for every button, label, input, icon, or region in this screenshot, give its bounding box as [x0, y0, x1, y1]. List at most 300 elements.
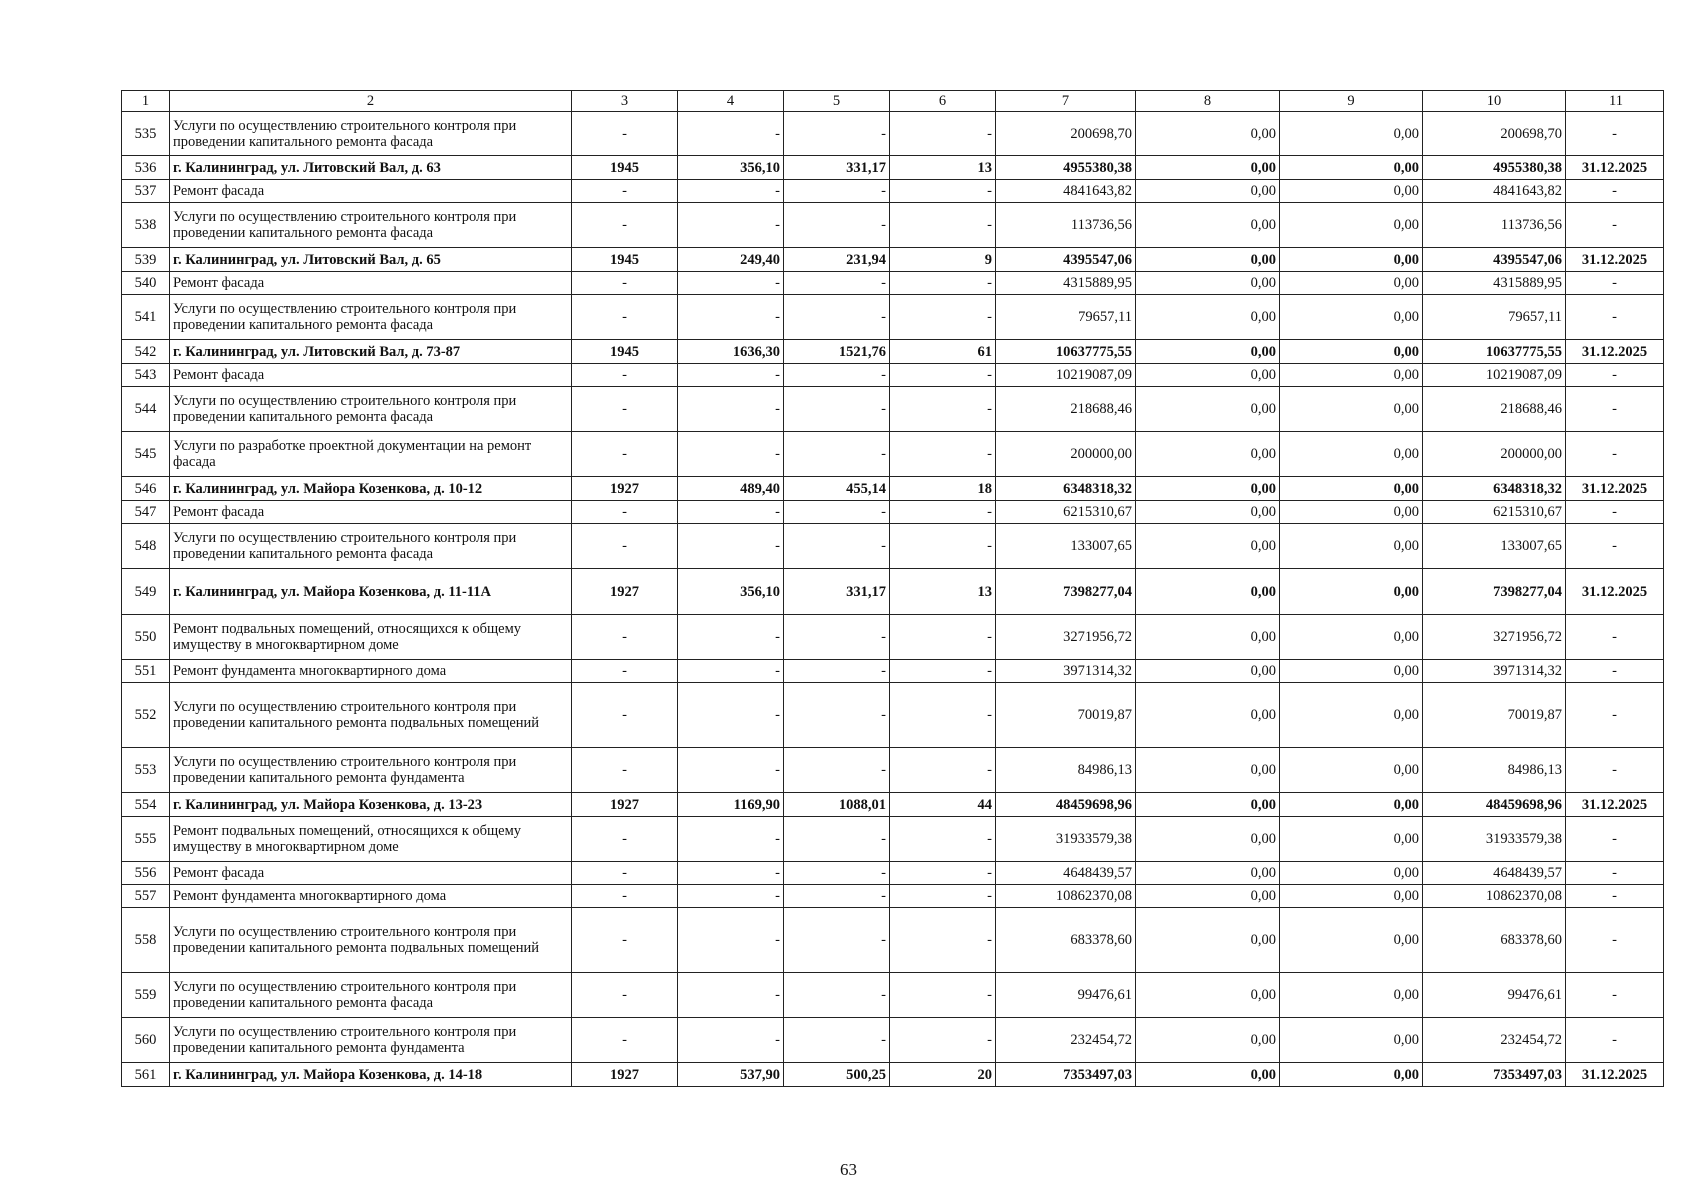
total-cost-cell: 10637775,55 [996, 340, 1136, 364]
description-cell: Услуги по осуществлению строительного контроля при проведении капитального ремонта фасада [170, 112, 572, 156]
living-area-cell: - [784, 683, 890, 748]
cost-cell-col9: 0,00 [1280, 908, 1423, 973]
work-item-row [122, 180, 1664, 203]
description-cell: Услуги по осуществлению строительного контроля при проведении капитального ремонта подвальных помещений [170, 683, 572, 748]
description-cell: Ремонт фасада [170, 272, 572, 295]
row-number-cell: 561 [122, 1063, 170, 1087]
cost-cell-col9: 0,00 [1280, 793, 1423, 817]
cost-cell-col9: 0,00 [1280, 1018, 1423, 1063]
living-area-cell: 331,17 [784, 156, 890, 180]
cost-cell-col8: 0,00 [1136, 660, 1280, 683]
total-area-cell: - [678, 524, 784, 569]
total-cost-cell: 200000,00 [996, 432, 1136, 477]
total-cost-cell: 31933579,38 [996, 817, 1136, 862]
address-row [122, 156, 1664, 180]
residents-count-cell: - [890, 295, 996, 340]
cost-cell-col10: 4395547,06 [1423, 248, 1566, 272]
completion-date-cell: - [1566, 817, 1664, 862]
cost-cell-col10: 4955380,38 [1423, 156, 1566, 180]
year-built-cell: - [572, 432, 678, 477]
total-area-cell: 537,90 [678, 1063, 784, 1087]
cost-cell-col8: 0,00 [1136, 340, 1280, 364]
cost-cell-col9: 0,00 [1280, 477, 1423, 501]
year-built-cell: - [572, 683, 678, 748]
total-area-cell: - [678, 862, 784, 885]
living-area-cell: - [784, 660, 890, 683]
cost-cell-col10: 4841643,82 [1423, 180, 1566, 203]
living-area-cell: - [784, 817, 890, 862]
cost-cell-col8: 0,00 [1136, 683, 1280, 748]
total-area-cell: 249,40 [678, 248, 784, 272]
cost-cell-col9: 0,00 [1280, 524, 1423, 569]
total-cost-cell: 218688,46 [996, 387, 1136, 432]
column-number-header: 1 [122, 91, 170, 112]
work-item-row [122, 203, 1664, 248]
residents-count-cell: 9 [890, 248, 996, 272]
total-area-cell: 1169,90 [678, 793, 784, 817]
cost-cell-col8: 0,00 [1136, 248, 1280, 272]
cost-cell-col8: 0,00 [1136, 477, 1280, 501]
cost-cell-col9: 0,00 [1280, 295, 1423, 340]
cost-cell-col9: 0,00 [1280, 387, 1423, 432]
year-built-cell: - [572, 112, 678, 156]
description-cell: г. Калининград, ул. Майора Козенкова, д. 10-12 [170, 477, 572, 501]
row-number-cell: 537 [122, 180, 170, 203]
description-cell: Ремонт фундамента многоквартирного дома [170, 885, 572, 908]
completion-date-cell: - [1566, 615, 1664, 660]
row-number-cell: 551 [122, 660, 170, 683]
total-area-cell: - [678, 973, 784, 1018]
year-built-cell: - [572, 501, 678, 524]
completion-date-cell: - [1566, 364, 1664, 387]
description-cell: Ремонт фасада [170, 862, 572, 885]
work-item-row [122, 524, 1664, 569]
column-number-header: 9 [1280, 91, 1423, 112]
row-number-cell: 557 [122, 885, 170, 908]
year-built-cell: - [572, 524, 678, 569]
residents-count-cell: - [890, 180, 996, 203]
column-number-header-row [122, 91, 1664, 112]
residents-count-cell: - [890, 885, 996, 908]
completion-date-cell: 31.12.2025 [1566, 1063, 1664, 1087]
cost-cell-col10: 683378,60 [1423, 908, 1566, 973]
residents-count-cell: - [890, 501, 996, 524]
cost-cell-col10: 4648439,57 [1423, 862, 1566, 885]
description-cell: Услуги по осуществлению строительного контроля при проведении капитального ремонта фасада [170, 387, 572, 432]
description-cell: Услуги по осуществлению строительного контроля при проведении капитального ремонта фасада [170, 973, 572, 1018]
cost-cell-col10: 70019,87 [1423, 683, 1566, 748]
total-cost-cell: 10219087,09 [996, 364, 1136, 387]
cost-cell-col9: 0,00 [1280, 501, 1423, 524]
cost-cell-col10: 7398277,04 [1423, 569, 1566, 615]
total-cost-cell: 6348318,32 [996, 477, 1136, 501]
year-built-cell: - [572, 180, 678, 203]
cost-cell-col10: 113736,56 [1423, 203, 1566, 248]
work-item-row [122, 748, 1664, 793]
cost-cell-col8: 0,00 [1136, 432, 1280, 477]
row-number-cell: 550 [122, 615, 170, 660]
year-built-cell: 1927 [572, 793, 678, 817]
cost-cell-col8: 0,00 [1136, 615, 1280, 660]
cost-cell-col9: 0,00 [1280, 203, 1423, 248]
cost-cell-col10: 48459698,96 [1423, 793, 1566, 817]
completion-date-cell: - [1566, 272, 1664, 295]
total-area-cell: - [678, 1018, 784, 1063]
total-cost-cell: 4395547,06 [996, 248, 1136, 272]
description-cell: Услуги по осуществлению строительного контроля при проведении капитального ремонта подвальных помещений [170, 908, 572, 973]
cost-cell-col9: 0,00 [1280, 340, 1423, 364]
work-item-row [122, 885, 1664, 908]
completion-date-cell: - [1566, 524, 1664, 569]
cost-cell-col8: 0,00 [1136, 862, 1280, 885]
residents-count-cell: - [890, 683, 996, 748]
cost-cell-col8: 0,00 [1136, 885, 1280, 908]
total-area-cell: - [678, 364, 784, 387]
residents-count-cell: - [890, 524, 996, 569]
living-area-cell: - [784, 112, 890, 156]
total-area-cell: - [678, 112, 784, 156]
year-built-cell: 1927 [572, 569, 678, 615]
address-row [122, 1063, 1664, 1087]
total-cost-cell: 79657,11 [996, 295, 1136, 340]
living-area-cell: - [784, 295, 890, 340]
completion-date-cell: 31.12.2025 [1566, 793, 1664, 817]
row-number-cell: 541 [122, 295, 170, 340]
column-number-header: 5 [784, 91, 890, 112]
description-cell: Услуги по осуществлению строительного контроля при проведении капитального ремонта фундамента [170, 1018, 572, 1063]
cost-cell-col10: 6348318,32 [1423, 477, 1566, 501]
cost-cell-col8: 0,00 [1136, 569, 1280, 615]
cost-cell-col9: 0,00 [1280, 364, 1423, 387]
total-area-cell: - [678, 660, 784, 683]
cost-cell-col10: 3271956,72 [1423, 615, 1566, 660]
living-area-cell: 455,14 [784, 477, 890, 501]
cost-cell-col10: 232454,72 [1423, 1018, 1566, 1063]
address-row [122, 477, 1664, 501]
total-area-cell: - [678, 295, 784, 340]
work-item-row [122, 817, 1664, 862]
cost-cell-col10: 4315889,95 [1423, 272, 1566, 295]
cost-cell-col8: 0,00 [1136, 793, 1280, 817]
residents-count-cell: - [890, 432, 996, 477]
description-cell: г. Калининград, ул. Литовский Вал, д. 63 [170, 156, 572, 180]
row-number-cell: 554 [122, 793, 170, 817]
living-area-cell: - [784, 387, 890, 432]
residents-count-cell: - [890, 748, 996, 793]
total-area-cell: 489,40 [678, 477, 784, 501]
cost-cell-col9: 0,00 [1280, 569, 1423, 615]
cost-cell-col8: 0,00 [1136, 180, 1280, 203]
cost-cell-col8: 0,00 [1136, 973, 1280, 1018]
cost-cell-col8: 0,00 [1136, 203, 1280, 248]
residents-count-cell: 44 [890, 793, 996, 817]
year-built-cell: - [572, 862, 678, 885]
cost-cell-col9: 0,00 [1280, 885, 1423, 908]
year-built-cell: - [572, 973, 678, 1018]
total-cost-cell: 4648439,57 [996, 862, 1136, 885]
cost-cell-col9: 0,00 [1280, 1063, 1423, 1087]
description-cell: Ремонт фасада [170, 501, 572, 524]
total-cost-cell: 84986,13 [996, 748, 1136, 793]
residents-count-cell: - [890, 660, 996, 683]
total-area-cell: - [678, 683, 784, 748]
description-cell: Ремонт подвальных помещений, относящихся к общему имуществу в многоквартирном доме [170, 615, 572, 660]
total-area-cell: - [678, 908, 784, 973]
year-built-cell: - [572, 272, 678, 295]
description-cell: Услуги по осуществлению строительного контроля при проведении капитального ремонта фундамента [170, 748, 572, 793]
total-cost-cell: 3271956,72 [996, 615, 1136, 660]
column-number-header: 8 [1136, 91, 1280, 112]
living-area-cell: - [784, 1018, 890, 1063]
living-area-cell: 500,25 [784, 1063, 890, 1087]
cost-cell-col10: 133007,65 [1423, 524, 1566, 569]
completion-date-cell: - [1566, 862, 1664, 885]
column-number-header: 7 [996, 91, 1136, 112]
year-built-cell: 1927 [572, 477, 678, 501]
total-cost-cell: 200698,70 [996, 112, 1136, 156]
description-cell: Услуги по осуществлению строительного контроля при проведении капитального ремонта фасада [170, 524, 572, 569]
year-built-cell: - [572, 748, 678, 793]
residents-count-cell: 18 [890, 477, 996, 501]
residents-count-cell: 13 [890, 156, 996, 180]
living-area-cell: - [784, 432, 890, 477]
residents-count-cell: - [890, 364, 996, 387]
residents-count-cell: - [890, 908, 996, 973]
year-built-cell: - [572, 660, 678, 683]
description-cell: Услуги по осуществлению строительного контроля при проведении капитального ремонта фасада [170, 203, 572, 248]
cost-cell-col9: 0,00 [1280, 817, 1423, 862]
cost-cell-col8: 0,00 [1136, 364, 1280, 387]
column-number-header: 6 [890, 91, 996, 112]
cost-cell-col10: 79657,11 [1423, 295, 1566, 340]
description-cell: г. Калининград, ул. Литовский Вал, д. 73-87 [170, 340, 572, 364]
work-item-row [122, 908, 1664, 973]
total-area-cell: - [678, 885, 784, 908]
row-number-cell: 549 [122, 569, 170, 615]
cost-cell-col9: 0,00 [1280, 615, 1423, 660]
year-built-cell: - [572, 295, 678, 340]
work-item-row [122, 1018, 1664, 1063]
living-area-cell: 1088,01 [784, 793, 890, 817]
year-built-cell: 1927 [572, 1063, 678, 1087]
row-number-cell: 536 [122, 156, 170, 180]
total-area-cell: - [678, 615, 784, 660]
year-built-cell: - [572, 387, 678, 432]
total-cost-cell: 683378,60 [996, 908, 1136, 973]
residents-count-cell: 20 [890, 1063, 996, 1087]
page-number: 63 [840, 1160, 857, 1179]
column-number-header: 10 [1423, 91, 1566, 112]
work-item-row [122, 615, 1664, 660]
year-built-cell: - [572, 885, 678, 908]
total-area-cell: - [678, 501, 784, 524]
total-cost-cell: 7398277,04 [996, 569, 1136, 615]
living-area-cell: - [784, 885, 890, 908]
row-number-cell: 543 [122, 364, 170, 387]
work-item-row [122, 364, 1664, 387]
total-area-cell: 356,10 [678, 569, 784, 615]
work-item-row [122, 973, 1664, 1018]
address-row [122, 340, 1664, 364]
living-area-cell: - [784, 524, 890, 569]
living-area-cell: - [784, 180, 890, 203]
description-cell: г. Калининград, ул. Майора Козенкова, д. 13-23 [170, 793, 572, 817]
cost-cell-col8: 0,00 [1136, 295, 1280, 340]
description-cell: г. Калининград, ул. Литовский Вал, д. 65 [170, 248, 572, 272]
total-cost-cell: 48459698,96 [996, 793, 1136, 817]
row-number-cell: 546 [122, 477, 170, 501]
total-area-cell: - [678, 432, 784, 477]
cost-cell-col10: 200698,70 [1423, 112, 1566, 156]
work-item-row [122, 295, 1664, 340]
completion-date-cell: - [1566, 432, 1664, 477]
work-item-row [122, 112, 1664, 156]
work-item-row [122, 862, 1664, 885]
work-item-row [122, 683, 1664, 748]
completion-date-cell: - [1566, 683, 1664, 748]
total-cost-cell: 10862370,08 [996, 885, 1136, 908]
completion-date-cell: 31.12.2025 [1566, 248, 1664, 272]
total-cost-cell: 99476,61 [996, 973, 1136, 1018]
row-number-cell: 548 [122, 524, 170, 569]
residents-count-cell: 13 [890, 569, 996, 615]
cost-cell-col9: 0,00 [1280, 973, 1423, 1018]
total-cost-cell: 232454,72 [996, 1018, 1136, 1063]
cost-cell-col8: 0,00 [1136, 156, 1280, 180]
living-area-cell: - [784, 908, 890, 973]
cost-cell-col9: 0,00 [1280, 660, 1423, 683]
cost-cell-col10: 10637775,55 [1423, 340, 1566, 364]
completion-date-cell: - [1566, 748, 1664, 793]
year-built-cell: - [572, 817, 678, 862]
cost-cell-col9: 0,00 [1280, 180, 1423, 203]
completion-date-cell: - [1566, 885, 1664, 908]
cost-cell-col9: 0,00 [1280, 432, 1423, 477]
cost-cell-col10: 3971314,32 [1423, 660, 1566, 683]
residents-count-cell: - [890, 203, 996, 248]
living-area-cell: - [784, 272, 890, 295]
description-cell: г. Калининград, ул. Майора Козенкова, д. 14-18 [170, 1063, 572, 1087]
completion-date-cell: - [1566, 501, 1664, 524]
total-cost-cell: 133007,65 [996, 524, 1136, 569]
year-built-cell: - [572, 364, 678, 387]
work-item-row [122, 387, 1664, 432]
work-item-row [122, 501, 1664, 524]
year-built-cell: - [572, 615, 678, 660]
year-built-cell: - [572, 203, 678, 248]
row-number-cell: 540 [122, 272, 170, 295]
cost-cell-col10: 10219087,09 [1423, 364, 1566, 387]
total-cost-cell: 4955380,38 [996, 156, 1136, 180]
table-body [122, 91, 1664, 1087]
total-cost-cell: 4315889,95 [996, 272, 1136, 295]
total-area-cell: - [678, 203, 784, 248]
cost-cell-col8: 0,00 [1136, 272, 1280, 295]
completion-date-cell: - [1566, 973, 1664, 1018]
description-cell: Услуги по осуществлению строительного контроля при проведении капитального ремонта фасада [170, 295, 572, 340]
living-area-cell: - [784, 203, 890, 248]
cost-cell-col9: 0,00 [1280, 748, 1423, 793]
work-item-row [122, 432, 1664, 477]
row-number-cell: 538 [122, 203, 170, 248]
row-number-cell: 545 [122, 432, 170, 477]
cost-cell-col10: 10862370,08 [1423, 885, 1566, 908]
cost-cell-col10: 99476,61 [1423, 973, 1566, 1018]
completion-date-cell: - [1566, 660, 1664, 683]
completion-date-cell: - [1566, 1018, 1664, 1063]
living-area-cell: - [784, 862, 890, 885]
address-row [122, 248, 1664, 272]
description-cell: Ремонт фундамента многоквартирного дома [170, 660, 572, 683]
cost-cell-col8: 0,00 [1136, 817, 1280, 862]
description-cell: Ремонт подвальных помещений, относящихся к общему имуществу в многоквартирном доме [170, 817, 572, 862]
living-area-cell: - [784, 973, 890, 1018]
completion-date-cell: - [1566, 180, 1664, 203]
total-cost-cell: 7353497,03 [996, 1063, 1136, 1087]
row-number-cell: 539 [122, 248, 170, 272]
residents-count-cell: 61 [890, 340, 996, 364]
cost-cell-col8: 0,00 [1136, 748, 1280, 793]
work-item-row [122, 660, 1664, 683]
cost-cell-col9: 0,00 [1280, 683, 1423, 748]
residents-count-cell: - [890, 862, 996, 885]
cost-cell-col8: 0,00 [1136, 524, 1280, 569]
total-cost-cell: 3971314,32 [996, 660, 1136, 683]
description-cell: Ремонт фасада [170, 180, 572, 203]
cost-cell-col9: 0,00 [1280, 862, 1423, 885]
residents-count-cell: - [890, 387, 996, 432]
cost-cell-col10: 7353497,03 [1423, 1063, 1566, 1087]
completion-date-cell: 31.12.2025 [1566, 156, 1664, 180]
total-cost-cell: 113736,56 [996, 203, 1136, 248]
cost-cell-col8: 0,00 [1136, 387, 1280, 432]
column-number-header: 11 [1566, 91, 1664, 112]
living-area-cell: - [784, 748, 890, 793]
cost-cell-col9: 0,00 [1280, 112, 1423, 156]
cost-cell-col8: 0,00 [1136, 908, 1280, 973]
residents-count-cell: - [890, 272, 996, 295]
row-number-cell: 535 [122, 112, 170, 156]
total-area-cell: 1636,30 [678, 340, 784, 364]
residents-count-cell: - [890, 615, 996, 660]
description-cell: Услуги по разработке проектной документации на ремонт фасада [170, 432, 572, 477]
completion-date-cell: 31.12.2025 [1566, 340, 1664, 364]
total-area-cell: - [678, 387, 784, 432]
cost-cell-col10: 218688,46 [1423, 387, 1566, 432]
work-item-row [122, 272, 1664, 295]
completion-date-cell: - [1566, 203, 1664, 248]
address-row [122, 793, 1664, 817]
row-number-cell: 559 [122, 973, 170, 1018]
cost-cell-col10: 200000,00 [1423, 432, 1566, 477]
row-number-cell: 558 [122, 908, 170, 973]
residents-count-cell: - [890, 1018, 996, 1063]
total-area-cell: - [678, 272, 784, 295]
total-area-cell: - [678, 748, 784, 793]
year-built-cell: 1945 [572, 340, 678, 364]
row-number-cell: 556 [122, 862, 170, 885]
cost-cell-col8: 0,00 [1136, 1018, 1280, 1063]
completion-date-cell: - [1566, 387, 1664, 432]
living-area-cell: 331,17 [784, 569, 890, 615]
year-built-cell: 1945 [572, 156, 678, 180]
address-row [122, 569, 1664, 615]
residents-count-cell: - [890, 112, 996, 156]
column-number-header: 3 [572, 91, 678, 112]
year-built-cell: - [572, 1018, 678, 1063]
column-number-header: 4 [678, 91, 784, 112]
cost-cell-col9: 0,00 [1280, 272, 1423, 295]
